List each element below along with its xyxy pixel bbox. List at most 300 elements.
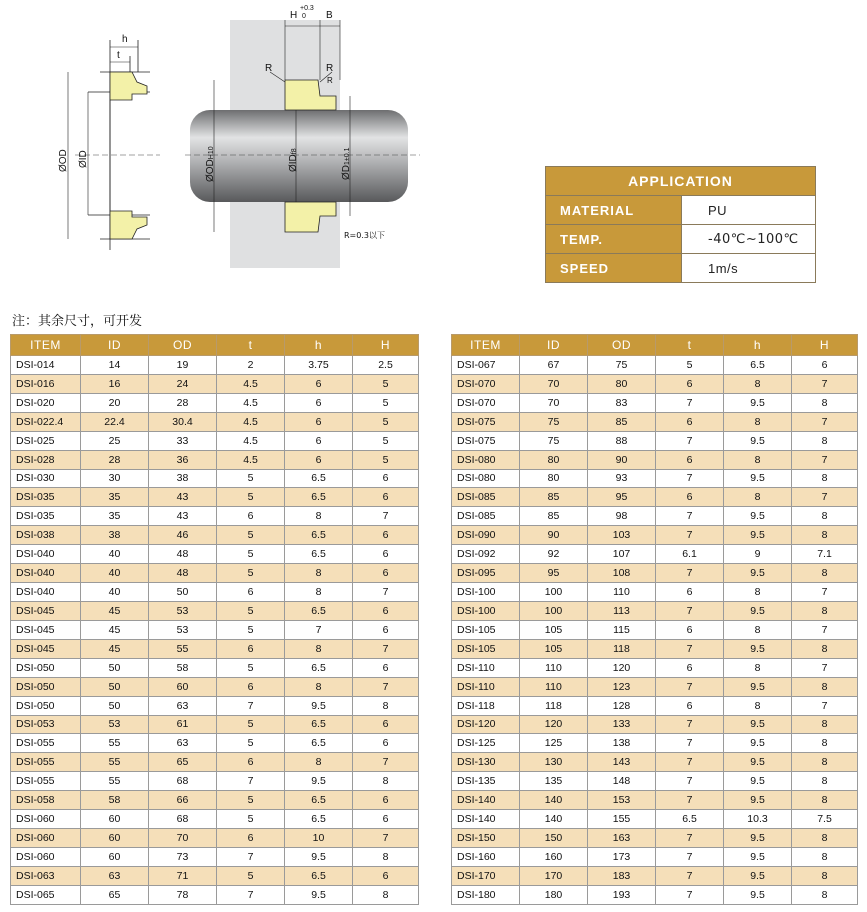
table-row xyxy=(11,393,419,412)
table-row xyxy=(452,564,858,583)
table-cell-id: 105 xyxy=(520,639,588,658)
table-cell-id: 25 xyxy=(81,431,149,450)
table-cell-od: 128 xyxy=(588,696,656,715)
table-cell-t: 7 xyxy=(656,753,724,772)
table-cell-item: DSI-055 xyxy=(11,753,81,772)
table-cell-id: 125 xyxy=(520,734,588,753)
table-cell-item: DSI-038 xyxy=(11,526,81,545)
column-header-od: OD xyxy=(149,335,217,356)
table-cell-h: 8 xyxy=(792,885,858,904)
table-cell-t: 7 xyxy=(656,829,724,848)
table-cell-h: 10 xyxy=(285,829,353,848)
table-cell-t: 7 xyxy=(217,847,285,866)
table-cell-h: 6 xyxy=(353,715,419,734)
application-row-material xyxy=(546,196,816,225)
table-cell-h: 6 xyxy=(285,450,353,469)
table-cell-od: 98 xyxy=(588,507,656,526)
table-cell-item: DSI-085 xyxy=(452,507,520,526)
table-cell-od: 58 xyxy=(149,658,217,677)
table-cell-h: 8 xyxy=(353,847,419,866)
label-R1: R xyxy=(265,63,273,74)
table-cell-id: 45 xyxy=(81,620,149,639)
column-header-t: t xyxy=(217,335,285,356)
table-cell-t: 6 xyxy=(656,412,724,431)
table-cell-od: 75 xyxy=(588,356,656,375)
table-row xyxy=(452,677,858,696)
table-cell-t: 7 xyxy=(217,885,285,904)
table-cell-id: 160 xyxy=(520,847,588,866)
table-cell-item: DSI-060 xyxy=(11,829,81,848)
label-id-f8: ØIDf8 xyxy=(288,148,299,172)
table-cell-h: 6 xyxy=(353,564,419,583)
table-cell-id: 14 xyxy=(81,356,149,375)
dimension-note: 注：其余尺寸，可开发 xyxy=(12,314,143,329)
table-cell-h: 8 xyxy=(792,753,858,772)
table-cell-od: 48 xyxy=(149,545,217,564)
table-cell-t: 5 xyxy=(217,791,285,810)
table-cell-t: 6 xyxy=(656,658,724,677)
table-cell-h: 6.5 xyxy=(724,356,792,375)
table-cell-id: 110 xyxy=(520,677,588,696)
table-cell-t: 6 xyxy=(217,639,285,658)
table-cell-od: 110 xyxy=(588,583,656,602)
table-cell-h: 8 xyxy=(285,753,353,772)
table-cell-h: 6.5 xyxy=(285,469,353,488)
table-row xyxy=(452,696,858,715)
label-d-tol: ØD1±0.1 xyxy=(341,147,352,180)
table-cell-id: 55 xyxy=(81,734,149,753)
table-cell-item: DSI-090 xyxy=(452,526,520,545)
table-cell-od: 93 xyxy=(588,469,656,488)
label-R3: R xyxy=(327,76,333,85)
table-cell-t: 7 xyxy=(656,772,724,791)
table-cell-item: DSI-050 xyxy=(11,677,81,696)
table-cell-h: 8 xyxy=(285,639,353,658)
table-cell-h: 8 xyxy=(285,564,353,583)
table-row xyxy=(11,734,419,753)
table-cell-id: 85 xyxy=(520,507,588,526)
table-cell-item: DSI-085 xyxy=(452,488,520,507)
table-cell-h: 6 xyxy=(285,393,353,412)
application-key: MATERIAL xyxy=(546,196,682,225)
application-key: SPEED xyxy=(546,254,682,283)
table-cell-h: 3.75 xyxy=(285,356,353,375)
table-cell-od: 43 xyxy=(149,488,217,507)
table-cell-h: 9.5 xyxy=(285,847,353,866)
table-cell-od: 46 xyxy=(149,526,217,545)
table-cell-id: 40 xyxy=(81,545,149,564)
table-cell-id: 85 xyxy=(520,488,588,507)
application-table xyxy=(545,166,816,283)
table-cell-t: 7 xyxy=(656,393,724,412)
table-cell-od: 61 xyxy=(149,715,217,734)
table-cell-item: DSI-070 xyxy=(452,393,520,412)
table-cell-h: 8 xyxy=(724,488,792,507)
table-cell-h: 8 xyxy=(724,658,792,677)
table-cell-h: 8 xyxy=(792,829,858,848)
table-cell-od: 115 xyxy=(588,620,656,639)
table-cell-h: 8 xyxy=(724,374,792,393)
table-cell-item: DSI-125 xyxy=(452,734,520,753)
table-row xyxy=(11,791,419,810)
table-cell-h: 7 xyxy=(792,658,858,677)
table-row xyxy=(11,620,419,639)
table-cell-item: DSI-140 xyxy=(452,791,520,810)
table-cell-od: 148 xyxy=(588,772,656,791)
table-cell-t: 6 xyxy=(217,507,285,526)
table-cell-id: 50 xyxy=(81,677,149,696)
application-row-temp xyxy=(546,225,816,254)
table-cell-h: 6 xyxy=(353,545,419,564)
table-row xyxy=(452,885,858,904)
table-cell-h: 9 xyxy=(724,545,792,564)
table-cell-od: 108 xyxy=(588,564,656,583)
column-header-item: ITEM xyxy=(11,335,81,356)
table-row xyxy=(452,356,858,375)
table-cell-id: 180 xyxy=(520,885,588,904)
table-cell-t: 6 xyxy=(656,696,724,715)
table-row xyxy=(452,469,858,488)
table-row xyxy=(11,488,419,507)
table-cell-t: 7 xyxy=(656,639,724,658)
table-row xyxy=(11,885,419,904)
table-cell-t: 7 xyxy=(217,772,285,791)
table-cell-h: 8 xyxy=(792,639,858,658)
table-cell-item: DSI-035 xyxy=(11,507,81,526)
table-cell-h: 7 xyxy=(353,753,419,772)
table-cell-item: DSI-014 xyxy=(11,356,81,375)
table-cell-h: 8 xyxy=(285,677,353,696)
table-cell-h: 6 xyxy=(353,658,419,677)
table-cell-h: 7 xyxy=(792,374,858,393)
table-cell-item: DSI-053 xyxy=(11,715,81,734)
table-cell-h: 8 xyxy=(792,715,858,734)
table-cell-h: 6.5 xyxy=(285,545,353,564)
table-cell-h: 7 xyxy=(792,488,858,507)
table-row xyxy=(452,526,858,545)
table-row xyxy=(11,545,419,564)
table-cell-t: 5 xyxy=(217,866,285,885)
table-cell-h: 6.5 xyxy=(285,715,353,734)
table-cell-id: 65 xyxy=(81,885,149,904)
table-cell-h: 6 xyxy=(353,866,419,885)
table-cell-od: 113 xyxy=(588,601,656,620)
table-cell-item: DSI-140 xyxy=(452,810,520,829)
table-cell-od: 107 xyxy=(588,545,656,564)
table-cell-h: 5 xyxy=(353,393,419,412)
table-cell-item: DSI-030 xyxy=(11,469,81,488)
table-cell-od: 85 xyxy=(588,412,656,431)
table-cell-id: 110 xyxy=(520,658,588,677)
table-cell-od: 88 xyxy=(588,431,656,450)
size-table-right xyxy=(451,334,858,905)
table-cell-id: 50 xyxy=(81,696,149,715)
table-cell-h: 8 xyxy=(792,526,858,545)
table-cell-od: 63 xyxy=(149,696,217,715)
table-cell-h: 6 xyxy=(353,601,419,620)
label-t: t xyxy=(117,50,120,61)
table-cell-h: 8 xyxy=(285,583,353,602)
table-cell-h: 6 xyxy=(353,469,419,488)
table-cell-id: 100 xyxy=(520,583,588,602)
table-cell-h: 5 xyxy=(353,450,419,469)
table-cell-id: 75 xyxy=(520,431,588,450)
table-cell-t: 6 xyxy=(656,374,724,393)
table-cell-h: 6 xyxy=(353,810,419,829)
table-cell-id: 40 xyxy=(81,564,149,583)
table-cell-item: DSI-022.4 xyxy=(11,412,81,431)
table-cell-od: 103 xyxy=(588,526,656,545)
table-cell-od: 78 xyxy=(149,885,217,904)
table-cell-item: DSI-025 xyxy=(11,431,81,450)
table-cell-t: 4.5 xyxy=(217,374,285,393)
label-id: ØID xyxy=(78,150,89,168)
table-cell-h: 7 xyxy=(353,507,419,526)
table-cell-t: 6 xyxy=(217,753,285,772)
table-cell-t: 2 xyxy=(217,356,285,375)
table-cell-id: 130 xyxy=(520,753,588,772)
table-row xyxy=(452,715,858,734)
table-cell-od: 66 xyxy=(149,791,217,810)
table-cell-h: 7 xyxy=(353,583,419,602)
table-cell-t: 5 xyxy=(217,734,285,753)
application-row-speed xyxy=(546,254,816,283)
table-cell-id: 100 xyxy=(520,601,588,620)
table-cell-t: 6 xyxy=(656,488,724,507)
table-cell-item: DSI-063 xyxy=(11,866,81,885)
table-cell-item: DSI-020 xyxy=(11,393,81,412)
table-cell-h: 9.5 xyxy=(724,829,792,848)
table-row xyxy=(452,412,858,431)
table-row xyxy=(452,488,858,507)
label-R2: R xyxy=(326,63,334,74)
table-cell-id: 80 xyxy=(520,450,588,469)
table-cell-t: 6 xyxy=(217,829,285,848)
table-cell-h: 6.5 xyxy=(285,810,353,829)
table-cell-t: 5 xyxy=(217,620,285,639)
table-cell-t: 4.5 xyxy=(217,450,285,469)
table-cell-h: 9.5 xyxy=(724,772,792,791)
table-cell-h: 7 xyxy=(353,639,419,658)
table-cell-h: 6.5 xyxy=(285,526,353,545)
table-cell-t: 6 xyxy=(656,583,724,602)
table-cell-od: 53 xyxy=(149,620,217,639)
table-cell-item: DSI-092 xyxy=(452,545,520,564)
table-cell-h: 7 xyxy=(792,412,858,431)
table-cell-item: DSI-028 xyxy=(11,450,81,469)
table-row xyxy=(452,753,858,772)
table-cell-id: 150 xyxy=(520,829,588,848)
table-cell-h: 9.5 xyxy=(724,866,792,885)
table-cell-item: DSI-130 xyxy=(452,753,520,772)
table-row xyxy=(452,450,858,469)
table-cell-id: 170 xyxy=(520,866,588,885)
table-cell-item: DSI-135 xyxy=(452,772,520,791)
table-cell-od: 118 xyxy=(588,639,656,658)
table-cell-od: 120 xyxy=(588,658,656,677)
table-cell-od: 133 xyxy=(588,715,656,734)
table-cell-item: DSI-070 xyxy=(452,374,520,393)
table-row xyxy=(11,526,419,545)
table-cell-item: DSI-016 xyxy=(11,374,81,393)
table-row xyxy=(11,772,419,791)
table-cell-id: 60 xyxy=(81,847,149,866)
table-row xyxy=(11,639,419,658)
table-cell-id: 95 xyxy=(520,564,588,583)
label-od: ØOD xyxy=(58,149,69,172)
table-cell-h: 9.5 xyxy=(724,469,792,488)
column-header-od: OD xyxy=(588,335,656,356)
table-cell-h: 8 xyxy=(792,791,858,810)
table-cell-id: 75 xyxy=(520,412,588,431)
application-header-row xyxy=(546,167,816,196)
column-header-item: ITEM xyxy=(452,335,520,356)
table-cell-h: 2.5 xyxy=(353,356,419,375)
table-cell-h: 9.5 xyxy=(724,715,792,734)
table-cell-t: 6 xyxy=(217,677,285,696)
table-cell-item: DSI-120 xyxy=(452,715,520,734)
table-row xyxy=(452,772,858,791)
table-cell-t: 7 xyxy=(656,715,724,734)
table-cell-h: 8 xyxy=(724,620,792,639)
table-cell-id: 58 xyxy=(81,791,149,810)
table-row xyxy=(11,450,419,469)
table-cell-h: 8 xyxy=(353,772,419,791)
table-cell-h: 8 xyxy=(792,677,858,696)
table-cell-t: 5 xyxy=(656,356,724,375)
table-cell-od: 173 xyxy=(588,847,656,866)
table-row xyxy=(11,677,419,696)
table-cell-h: 6 xyxy=(285,431,353,450)
table-row xyxy=(452,507,858,526)
table-cell-h: 8 xyxy=(724,583,792,602)
table-cell-h: 9.5 xyxy=(724,564,792,583)
table-cell-od: 63 xyxy=(149,734,217,753)
table-cell-id: 135 xyxy=(520,772,588,791)
table-cell-t: 7 xyxy=(656,885,724,904)
size-table-left xyxy=(10,334,419,905)
table-cell-item: DSI-075 xyxy=(452,431,520,450)
table-cell-h: 6 xyxy=(353,734,419,753)
table-cell-h: 9.5 xyxy=(724,791,792,810)
table-cell-t: 7 xyxy=(217,696,285,715)
table-cell-id: 45 xyxy=(81,601,149,620)
table-cell-od: 68 xyxy=(149,810,217,829)
table-cell-id: 16 xyxy=(81,374,149,393)
table-row xyxy=(452,431,858,450)
table-cell-t: 5 xyxy=(217,601,285,620)
table-cell-id: 60 xyxy=(81,829,149,848)
table-cell-od: 38 xyxy=(149,469,217,488)
table-cell-h: 8 xyxy=(285,507,353,526)
table-cell-od: 36 xyxy=(149,450,217,469)
table-cell-id: 40 xyxy=(81,583,149,602)
table-cell-id: 35 xyxy=(81,507,149,526)
table-cell-h: 5 xyxy=(353,431,419,450)
table-cell-h: 7.5 xyxy=(792,810,858,829)
table-cell-h: 8 xyxy=(724,696,792,715)
table-cell-h: 9.5 xyxy=(724,393,792,412)
table-cell-id: 70 xyxy=(520,374,588,393)
table-row xyxy=(11,564,419,583)
table-cell-item: DSI-050 xyxy=(11,658,81,677)
table-cell-od: 193 xyxy=(588,885,656,904)
table-row xyxy=(11,356,419,375)
table-cell-h: 9.5 xyxy=(724,847,792,866)
table-cell-h: 8 xyxy=(792,393,858,412)
table-cell-t: 6.1 xyxy=(656,545,724,564)
table-cell-item: DSI-095 xyxy=(452,564,520,583)
table-row xyxy=(11,469,419,488)
table-cell-item: DSI-100 xyxy=(452,601,520,620)
table-cell-h: 6 xyxy=(353,791,419,810)
table-cell-t: 6 xyxy=(217,583,285,602)
label-H-tol-lower: 0 xyxy=(302,13,306,20)
table-cell-t: 5 xyxy=(217,469,285,488)
table-cell-h: 6 xyxy=(353,526,419,545)
table-cell-item: DSI-067 xyxy=(452,356,520,375)
table-cell-t: 5 xyxy=(217,810,285,829)
column-header-h: H xyxy=(353,335,419,356)
table-row xyxy=(452,734,858,753)
table-cell-item: DSI-180 xyxy=(452,885,520,904)
table-cell-item: DSI-040 xyxy=(11,564,81,583)
table-cell-od: 163 xyxy=(588,829,656,848)
table-cell-h: 6 xyxy=(792,356,858,375)
table-cell-id: 55 xyxy=(81,772,149,791)
table-cell-id: 53 xyxy=(81,715,149,734)
table-cell-od: 80 xyxy=(588,374,656,393)
table-cell-id: 20 xyxy=(81,393,149,412)
table-cell-item: DSI-060 xyxy=(11,847,81,866)
table-cell-id: 67 xyxy=(520,356,588,375)
table-cell-od: 53 xyxy=(149,601,217,620)
table-cell-od: 70 xyxy=(149,829,217,848)
table-cell-h: 8 xyxy=(353,696,419,715)
table-cell-od: 90 xyxy=(588,450,656,469)
table-cell-id: 90 xyxy=(520,526,588,545)
table-cell-h: 7.1 xyxy=(792,545,858,564)
table-cell-item: DSI-110 xyxy=(452,677,520,696)
label-B: B xyxy=(326,10,333,21)
table-cell-item: DSI-058 xyxy=(11,791,81,810)
table-cell-id: 45 xyxy=(81,639,149,658)
table-cell-t: 7 xyxy=(656,866,724,885)
application-value: PU xyxy=(682,196,816,225)
table-cell-h: 6.5 xyxy=(285,658,353,677)
table-cell-item: DSI-040 xyxy=(11,545,81,564)
table-cell-id: 55 xyxy=(81,753,149,772)
table-cell-id: 140 xyxy=(520,791,588,810)
table-cell-t: 4.5 xyxy=(217,431,285,450)
table-cell-od: 183 xyxy=(588,866,656,885)
table-cell-t: 6 xyxy=(656,620,724,639)
table-cell-h: 8 xyxy=(792,469,858,488)
table-cell-item: DSI-060 xyxy=(11,810,81,829)
table-cell-item: DSI-100 xyxy=(452,583,520,602)
table-cell-item: DSI-110 xyxy=(452,658,520,677)
table-header-row xyxy=(452,335,858,356)
table-cell-h: 7 xyxy=(353,829,419,848)
label-r-note: R=0.3以下 xyxy=(344,231,385,240)
table-cell-item: DSI-055 xyxy=(11,772,81,791)
table-cell-h: 8 xyxy=(792,866,858,885)
table-row xyxy=(452,866,858,885)
table-cell-id: 35 xyxy=(81,488,149,507)
table-cell-od: 65 xyxy=(149,753,217,772)
table-row xyxy=(452,847,858,866)
label-od-h10: ØODH10 xyxy=(205,146,216,182)
